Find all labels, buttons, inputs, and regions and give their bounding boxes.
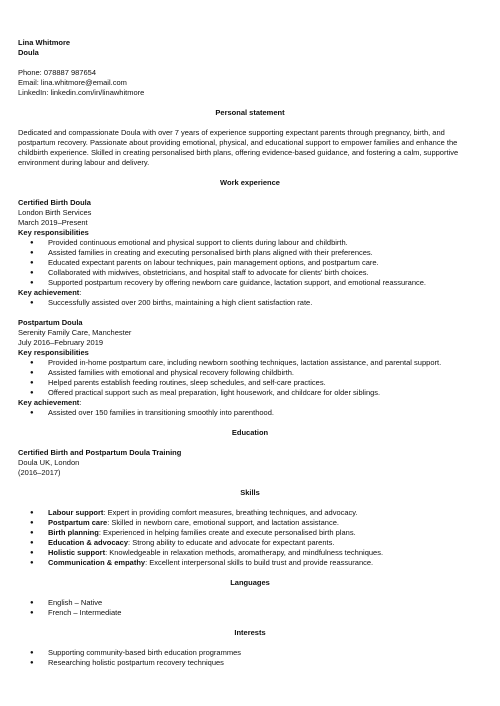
skill-label: Holistic support: [48, 548, 106, 557]
skill-text: : Expert in providing comfort measures, breathing techniques, and advocacy.: [103, 508, 358, 517]
achievements-list: [18, 408, 482, 418]
list-item: ● Assisted families in creating and executing personalised birth plans aligned with their preferences.: [18, 248, 482, 258]
skill-text: : Knowledgeable in relaxation methods, aromatherapy, and mindfulness techniques.: [105, 548, 384, 557]
personal-statement-text: Dedicated and compassionate Doula with over 7 years of experience supporting expectant parents through pregnancy, birth, and postpartum recovery. Passionate about providing emotional, physical, and educational support to empower families and enhance the childbirth experience. Skilled in creating personalised birth plans, offering evidence-based guidance, and fostering a calm, supportive environment during labour and delivery.: [18, 128, 459, 167]
skill-text: : Excellent interpersonal skills to build trust and provide reassurance.: [145, 558, 374, 567]
responsibilities-label: Key responsibilities: [18, 228, 89, 237]
skill-label: Labour support: [48, 508, 104, 517]
job-entry: [18, 198, 482, 308]
achievement-label: Key achievement: [18, 288, 80, 297]
skills-heading: Skills: [240, 488, 260, 497]
job-employer: London Birth Services: [18, 208, 92, 217]
skill-label: Postpartum care: [48, 518, 108, 527]
responsibilities-list: [18, 358, 482, 398]
languages-list: [18, 598, 482, 618]
achievement-label: Key achievement: [18, 398, 80, 407]
education-institution: Doula UK, London: [18, 458, 80, 467]
skill-label: Communication & empathy: [48, 558, 146, 567]
phone: Phone: 078887 987654: [18, 68, 96, 77]
job-dates: March 2019–Present: [18, 218, 88, 227]
list-item: ● Provided in-home postpartum care, including newborn soothing techniques, lactation assistance, and parental support.: [18, 358, 482, 368]
work-experience-heading: Work experience: [220, 178, 280, 187]
list-item: ● Supported postpartum recovery by offering newborn care guidance, lactation support, and emotional reassurance.: [18, 278, 482, 288]
languages-heading: Languages: [230, 578, 270, 587]
interests-list: [18, 648, 482, 668]
responsibilities-label: Key responsibilities: [18, 348, 89, 357]
list-item: ● Assisted families with emotional and physical recovery following childbirth.: [18, 368, 482, 378]
list-item: ● Educated expectant parents on labour techniques, pain management options, and postpartum care.: [18, 258, 482, 268]
job-title: Certified Birth Doula: [18, 198, 91, 207]
list-item: ● French – Intermediate: [18, 608, 482, 618]
list-item: ● Provided continuous emotional and physical support to clients during labour and childbirth.: [18, 238, 482, 248]
list-item: [18, 548, 482, 558]
skill-text: : Skilled in newborn care, emotional support, and lactation assistance.: [107, 518, 339, 527]
job-employer: Serenity Family Care, Manchester: [18, 328, 132, 337]
achievement-label-line: Key achievement:: [18, 398, 82, 407]
skill-label: Education & advocacy: [48, 538, 129, 547]
education-dates: (2016–2017): [18, 468, 61, 477]
achievements-list: [18, 298, 482, 308]
skills-list: [18, 508, 482, 568]
list-item: ● Researching holistic postpartum recovery techniques: [18, 658, 482, 668]
list-item: [18, 528, 482, 538]
personal-statement-heading: Personal statement: [215, 108, 285, 117]
responsibilities-list: [18, 238, 482, 288]
job-title: Postpartum Doula: [18, 318, 83, 327]
list-item: ● Successfully assisted over 200 births, maintaining a high client satisfaction rate.: [18, 298, 482, 308]
skill-text: : Strong ability to educate and advocate for expectant parents.: [128, 538, 335, 547]
candidate-name: Lina Whitmore: [18, 38, 71, 47]
list-item: ● English – Native: [18, 598, 482, 608]
list-item: ● Supporting community-based birth education programmes: [18, 648, 482, 658]
list-item: ● Helped parents establish feeding routines, sleep schedules, and self-care practices.: [18, 378, 482, 388]
list-item: ● Assisted over 150 families in transitioning smoothly into parenthood.: [18, 408, 482, 418]
list-item: [18, 508, 482, 518]
linkedin: LinkedIn: linkedin.com/in/linawhitmore: [18, 88, 145, 97]
education-heading: Education: [231, 428, 269, 437]
achievement-label-line: Key achievement:: [18, 288, 82, 297]
skill-label: Birth planning: [48, 528, 99, 537]
list-item: [18, 518, 482, 528]
education-course: Certified Birth and Postpartum Doula Training: [18, 448, 182, 457]
list-item: [18, 558, 482, 568]
candidate-title: Doula: [18, 48, 39, 57]
interests-heading: Interests: [234, 628, 266, 637]
list-item: ● Collaborated with midwives, obstetricians, and hospital staff to advocate for clients' birth choices.: [18, 268, 482, 278]
list-item: ● Offered practical support such as meal preparation, light housework, and childcare for older siblings.: [18, 388, 482, 398]
job-dates: July 2016–February 2019: [18, 338, 104, 347]
skill-text: : Experienced in helping families create and execute personalised birth plans.: [98, 528, 356, 537]
email: Email: lina.whitmore@email.com: [18, 78, 127, 87]
list-item: [18, 538, 482, 548]
job-entry: [18, 318, 482, 418]
